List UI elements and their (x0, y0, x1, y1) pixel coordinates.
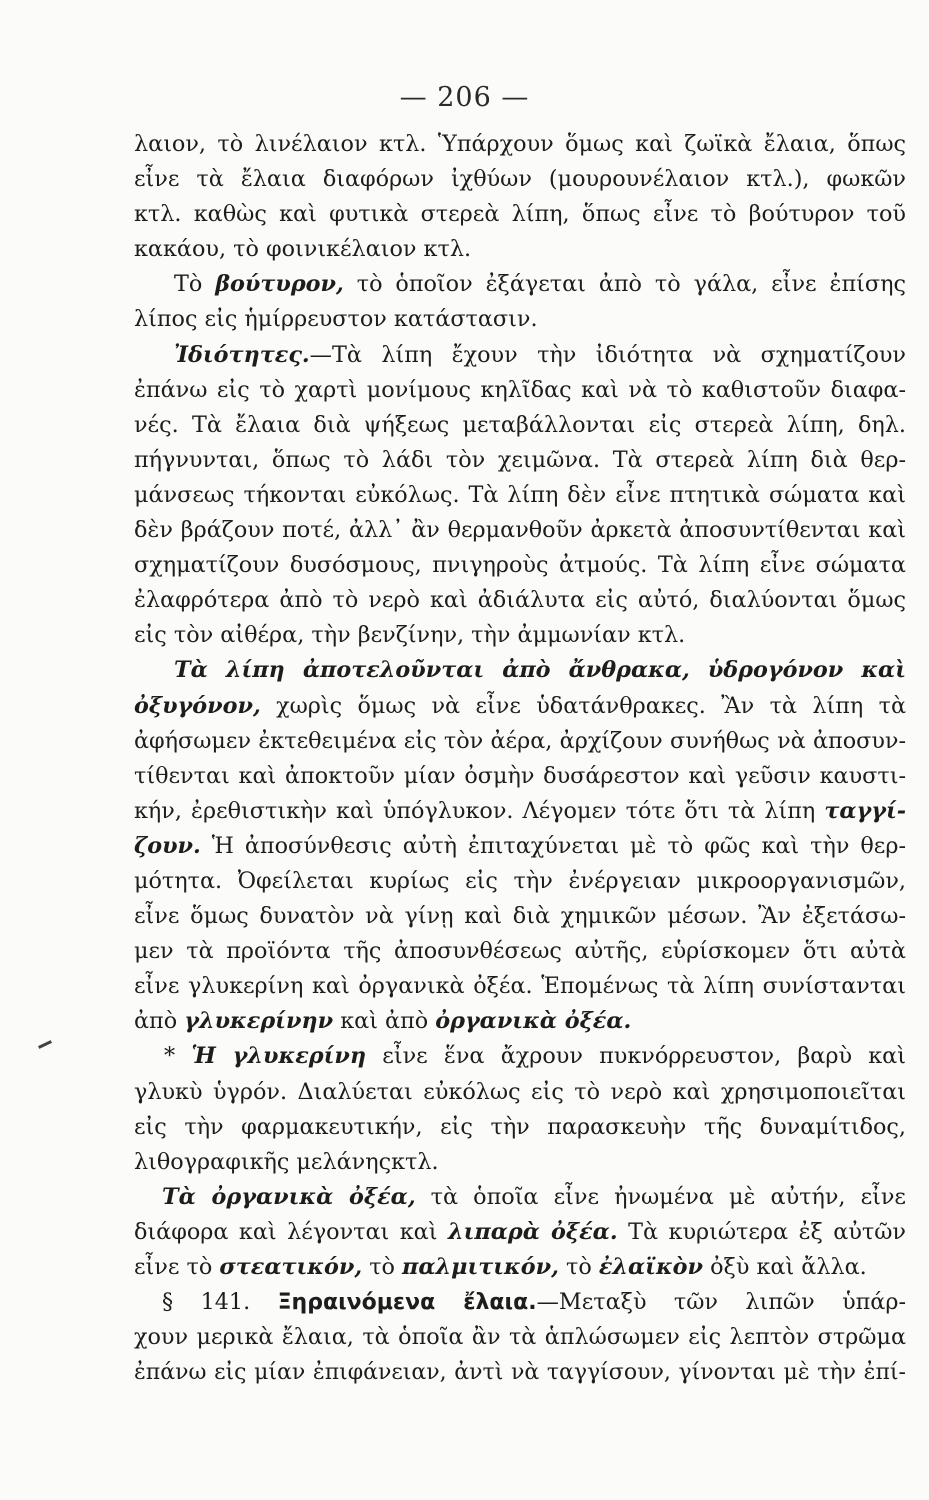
text-line (134, 1285, 906, 1320)
term-rancid-end: ζουν. (134, 832, 201, 859)
text-line (134, 934, 906, 969)
text-run: Ἡ ἀποσύνθεσις αὐτὴ ἐπιταχύνεται μὲ τὸ φῶς καὶ τὴν θερ- (200, 832, 906, 859)
text-run: εἶνε τὸ (134, 1254, 220, 1280)
text-run: πήγνυνται, ὅπως τὸ λάδι τὸν χειμῶνα. Τὰ στερεὰ λίπη διὰ θερ- (134, 446, 906, 473)
text-line (134, 338, 906, 373)
text-line (134, 1110, 906, 1145)
text-line (134, 408, 906, 443)
text-line (134, 478, 906, 513)
term-oleic: ἐλαϊκὸν (598, 1254, 704, 1280)
text-line (134, 513, 906, 548)
text-line (134, 864, 906, 899)
text-run: εἶνε ὅμως δυνατὸν νὰ γίνῃ καὶ διὰ χημικῶν μέσων. Ἂν ἐξετάσω- (134, 903, 906, 930)
text-run: διάφορα καὶ λέγονται καὶ (134, 1218, 448, 1245)
term-fatty-acids: λιπαρὰ ὀξέα. (447, 1218, 618, 1245)
text-run: εἰς τὴν φαρμακευτικήν, εἰς τὴν παρασκευὴν τῆς δυναμίτιδος, (134, 1113, 906, 1140)
text-run: χωρὶς ὅμως νὰ εἶνε ὑδατάνθρακες. Ἂν τὰ λίπη τὰ (260, 692, 906, 719)
text-run: κακάου, τὸ φοινικέλαιον κτλ. (134, 236, 472, 263)
text-run: λαιον, τὸ λινέλαιον κτλ. Ὑπάρχουν ὅμως καὶ ζωϊκὰ ἔλαια, ὅπως (134, 131, 906, 157)
term-glycerin: γλυκερίνην (184, 1008, 334, 1035)
text-run: Τὰ κυριώτερα ἐξ αὐτῶν (617, 1218, 906, 1245)
heading-glycerin: Ἡ γλυκερίνη (191, 1043, 367, 1070)
text-run: τὰ ὁποῖα εἶνε ἠνωμένα μὲ αὐτήν, εἶνε (415, 1183, 906, 1210)
text-line (134, 759, 906, 794)
text-line (134, 548, 906, 583)
text-run: ἐπάνω εἰς τὸ χαρτὶ μονίμους κηλῖδας καὶ νὰ τὸ καθιστοῦν διαφα- (134, 376, 906, 403)
text-line (134, 443, 906, 478)
text-run: λιθογραφικῆς μελάνηςκτλ. (134, 1148, 439, 1175)
term-rancid: ταγγί- (824, 797, 906, 824)
text-run: εἰς τὸν αἰθέρα, τὴν βενζίνην, τὴν ἀμμωνίαν κτλ. (134, 622, 686, 649)
emphasis-composition: Τὰ λίπη ἀποτελοῦνται ἀπὸ ἄνθρακα, ὑδρογόνον καὶ (174, 657, 906, 684)
text-line (134, 794, 906, 829)
text-run: εἶνε γλυκερίνη καὶ ὀργανικὰ ὀξέα. Ἑπομένως τὰ λίπη συνίστανται (134, 973, 906, 1000)
term-butter: βούτυρον, (215, 271, 344, 298)
term-organic-acids: ὀργανικὰ ὀξέα. (435, 1008, 632, 1035)
text-line (134, 127, 906, 162)
text-run: τὸ (362, 1254, 403, 1280)
text-run: λίπος εἰς ἡμίρρευστον κατάστασιν. (134, 306, 538, 333)
page-number: — 206 — (399, 82, 530, 113)
text-line (134, 1250, 906, 1285)
term-stearic: στεατικόν, (219, 1254, 363, 1280)
text-line (134, 689, 906, 724)
text-run: τίθενται καὶ ἀποκτοῦν μίαν ὀσμὴν δυσάρεστον καὶ γεῦσιν καυστι- (134, 762, 906, 789)
heading-properties: Ἰδιότητες. (174, 341, 310, 368)
text-run: τὸ ὁποῖον ἐξάγεται ἀπὸ τὸ γάλα, εἶνε ἐπίσης (343, 271, 906, 298)
text-line (134, 724, 906, 759)
text-line (134, 267, 906, 302)
term-palmitic: παλμιτικόν, (402, 1254, 559, 1280)
text-run: ὀξὺ καὶ ἄλλα. (703, 1254, 867, 1280)
margin-mark (38, 1040, 52, 1049)
text-run: τὸ (558, 1254, 599, 1280)
text-run: μότητα. Ὀφείλεται κυρίως εἰς τὴν ἐνέργειαν μικροοργανισμῶν, (134, 867, 906, 894)
page-body-text (134, 127, 906, 1390)
text-line (134, 1075, 906, 1110)
text-run: κτλ. καθὼς καὶ φυτικὰ στερεὰ λίπη, ὅπως εἶνε τὸ βούτυρον τοῦ (134, 201, 906, 228)
text-line (134, 969, 906, 1004)
text-run: * (164, 1043, 192, 1070)
text-line (134, 618, 906, 653)
text-line (134, 1004, 906, 1039)
text-run: Τὸ (174, 271, 216, 298)
text-run: σχηματίζουν δυσόσμους, πνιγηροὺς ἀτμούς. Τὰ λίπη εἶνε σώματα (134, 552, 906, 579)
text-line (134, 1039, 906, 1074)
text-run: καὶ ἀπὸ (333, 1008, 436, 1035)
text-line (134, 899, 906, 934)
text-line (134, 302, 906, 337)
text-line (134, 829, 906, 864)
text-line (134, 373, 906, 408)
text-run: —Μεταξὺ τῶν λιπῶν ὑπάρ- (536, 1289, 906, 1316)
text-run: μάνσεως τήκονται εὐκόλως. Τὰ λίπη δὲν εἶνε πτητικὰ σώματα καὶ (134, 481, 906, 508)
text-run: κήν, ἐρεθιστικὴν καὶ ὑπόγλυκον. Λέγομεν τότε ὅτι τὰ λίπη (134, 797, 825, 824)
text-run: χουν μερικὰ ἔλαια, τὰ ὁποῖα ἂν τὰ ἁπλώσωμεν εἰς λεπτὸν στρῶμα (134, 1324, 906, 1351)
text-line (134, 1145, 906, 1180)
text-run: ἐπάνω εἰς μίαν ἐπιφάνειαν, ἀντὶ νὰ ταγγίσουν, γίνονται μὲ τὴν ἐπί- (134, 1360, 906, 1386)
text-run: μεν τὰ προϊόντα τῆς ἀποσυνθέσεως αὐτῆς, εὑρίσκομεν ὅτι αὐτὰ (134, 938, 906, 965)
text-line (134, 583, 906, 618)
text-run: —Τὰ λίπη ἔχουν τὴν ἰδιότητα νὰ σχηματίζουν (309, 341, 906, 368)
text-line (134, 162, 906, 197)
text-line (134, 232, 906, 267)
text-line (134, 1180, 906, 1215)
section-title-drying-oils: Ξηραινόμενα ἔλαια. (277, 1290, 537, 1316)
text-run: δὲν βράζουν ποτέ, ἀλλ᾽ ἂν θερμανθοῦν ἀρκετὰ ἀποσυντίθενται καὶ (134, 517, 906, 544)
text-run: νές. Τὰ ἔλαια διὰ ψήξεως μεταβάλλονται εἰς στερεὰ λίπη, δηλ. (134, 411, 906, 438)
text-run: ἀπὸ (134, 1008, 185, 1035)
text-line (134, 1320, 906, 1355)
heading-organic-acids: Τὰ ὀργανικὰ ὀξέα, (162, 1183, 416, 1210)
text-line (134, 1355, 906, 1390)
text-run: § 141. (162, 1289, 278, 1316)
text-run: εἶνε τὰ ἔλαια διαφόρων ἰχθύων (μουρουνέλαιον κτλ.), φωκῶν (134, 166, 906, 193)
text-run: γλυκὺ ὑγρόν. Διαλύεται εὐκόλως εἰς τὸ νερὸ καὶ χρησιμοποιεῖται (134, 1078, 906, 1105)
text-run: ἐλαφρότερα ἀπὸ τὸ νερὸ καὶ ἀδιάλυτα εἰς αὐτό, διαλύονται ὅμως (134, 587, 906, 614)
text-run: ἀφήσωμεν ἐκτεθειμένα εἰς τὸν ἀέρα, ἀρχίζουν συνήθως νὰ ἀποσυν- (134, 727, 906, 754)
term-oxygen: ὀξυγόνον, (134, 692, 261, 719)
text-line (134, 197, 906, 232)
text-line (134, 653, 906, 688)
text-line (134, 1215, 906, 1250)
text-run: εἶνε ἕνα ἄχρουν πυκνόρρευστον, βαρὺ καὶ (366, 1043, 906, 1070)
